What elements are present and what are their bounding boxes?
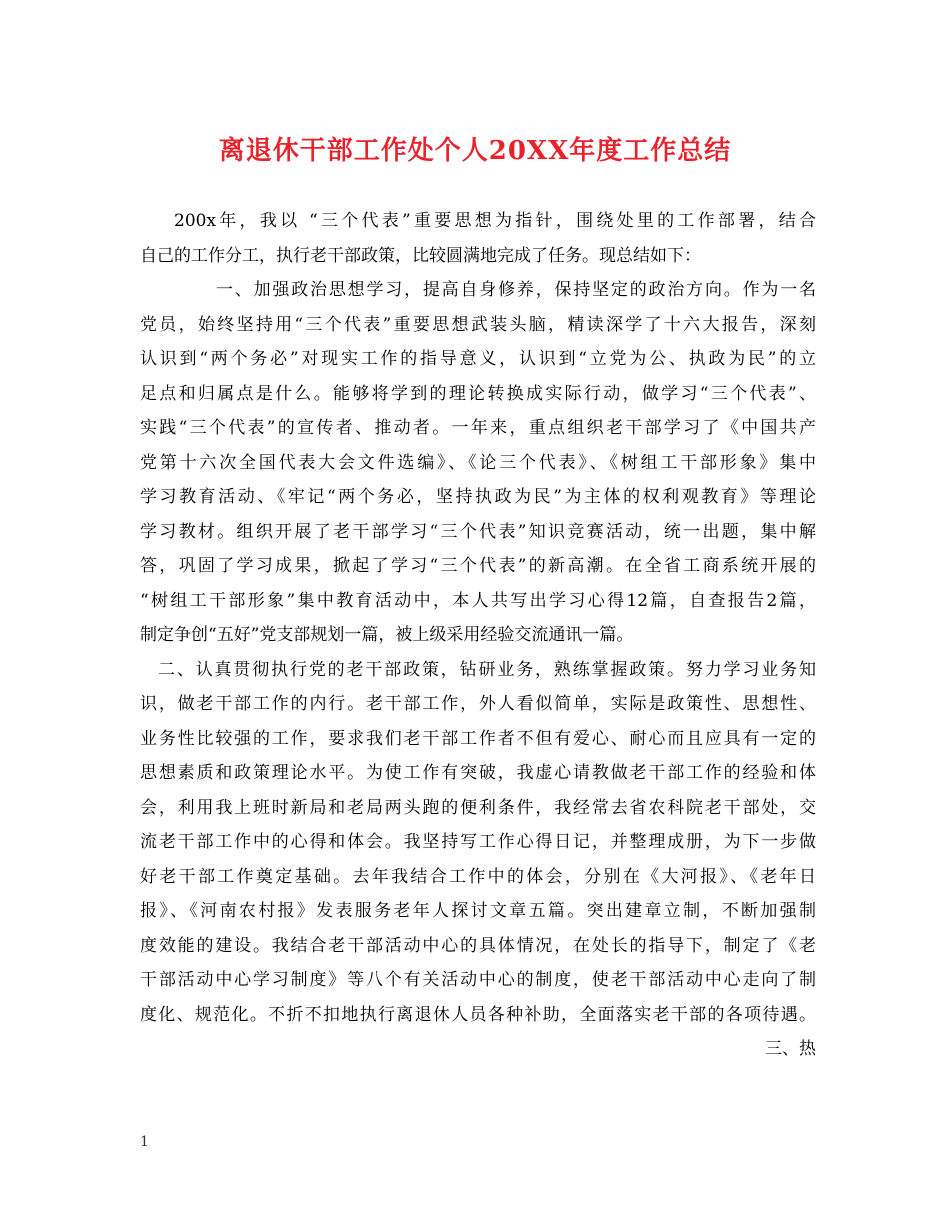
text-line: 制定争创“五好”党支部规划一篇，被上级采用经验交流通讯一篇。: [140, 625, 634, 645]
text-line: “树组工干部形象”集中教育活动中，本人共写出学习心得12篇，自查报告2篇，: [140, 590, 816, 611]
document-body: [140, 204, 816, 1067]
text-line: 好老干部工作奠定基础。去年我结合工作中的体会，分别在《大河报》、《老年日: [140, 866, 816, 887]
text-line: 200x年，我以 “三个代表”重要思想为指针，围绕处里的工作部署，结合: [174, 211, 816, 231]
text-line: 报》、《河南农村报》发表服务老年人探讨文章五篇。突出建章立制，不断加强制: [140, 901, 816, 921]
text-line: 一、加强政治思想学习，提高自身修养，保持坚定的政治方向。作为一名: [216, 280, 816, 300]
text-line: 度效能的建设。我结合老干部活动中心的具体情况，在处长的指导下，制定了《老: [140, 935, 816, 956]
text-line: 二、认真贯彻执行党的老干部政策，钻研业务，熟练掌握政策。努力学习业务知: [158, 659, 816, 680]
text-line: 答，巩固了学习成果，掀起了学习“三个代表”的新高潮。在全省工商系统开展的: [140, 556, 816, 576]
text-line: 足点和归属点是什么。能够将学到的理论转换成实际行动，做学习“三个代表”、: [140, 383, 816, 404]
text-line: 识，做老干部工作的内行。老干部工作，外人看似简单，实际是政策性、思想性、: [140, 694, 816, 714]
text-line: 度化、规范化。不折不扣地执行离退休人员各种补助，全面落实老干部的各项待遇。: [140, 1004, 816, 1025]
text-line: 流老干部工作中的心得和体会。我坚持写工作心得日记，并整理成册，为下一步做: [140, 832, 816, 852]
text-line: 党第十六次全国代表大会文件选编》、《论三个代表》、《树组工干部形象》集中: [140, 452, 816, 473]
text-line: 思想素质和政策理论水平。为使工作有突破，我虚心请教做老干部工作的经验和体: [140, 763, 816, 783]
text-line: 业务性比较强的工作，要求我们老干部工作者不但有爱心、耐心而且应具有一定的: [140, 728, 816, 749]
page-number: 1: [140, 1134, 149, 1150]
text-line: 自己的工作分工，执行老干部政策，比较圆满地完成了任务。现总结如下：: [140, 245, 701, 266]
text-line: 干部活动中心学习制度》等八个有关活动中心的制度，使老干部活动中心走向了制: [140, 970, 816, 990]
text-line: 党员，始终坚持用“三个代表”重要思想武装头脑，精读深学了十六大报告，深刻: [140, 314, 816, 335]
text-line: 认识到“两个务必”对现实工作的指导意义，认识到“立党为公、执政为民”的立: [140, 349, 816, 369]
text-line: 会，利用我上班时新局和老局两头跑的便利条件，我经常去省农科院老干部处，交: [140, 797, 816, 818]
text-line: 三、热: [765, 1039, 816, 1059]
document-title: 离退休干部工作处个人20XX年度工作总结: [218, 136, 732, 166]
text-line: 实践“三个代表”的宣传者、推动者。一年来，重点组织老干部学习了《中国共产: [140, 418, 816, 438]
text-line: 学习教育活动、《牢记“两个务必，坚持执政为民”为主体的权利观教育》等理论: [140, 487, 816, 507]
text-line: 学习教材。组织开展了老干部学习“三个代表”知识竞赛活动，统一出题，集中解: [140, 521, 816, 542]
